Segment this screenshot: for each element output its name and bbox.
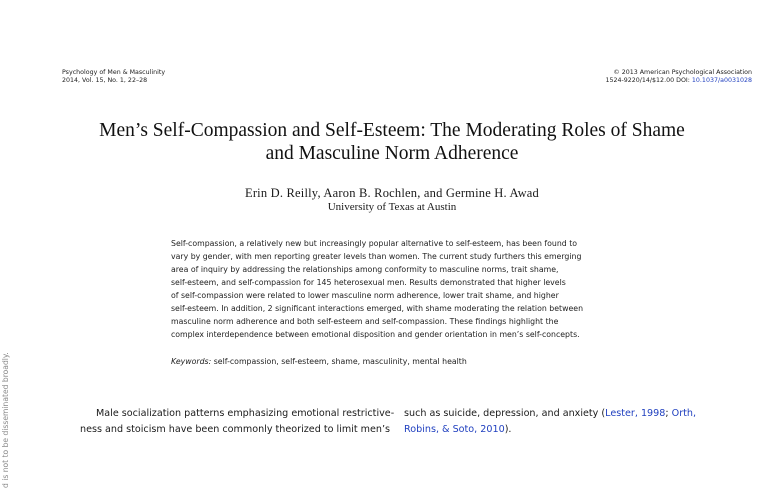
- citation-separator: ;: [665, 408, 672, 419]
- abstract-line: self-esteem. In addition, 2 significant interactions emerged, with shame moderating the relation between: [171, 304, 584, 313]
- citation-link[interactable]: Orth,: [671, 408, 697, 419]
- abstract-line: masculine norm adherence and both self-esteem and self-compassion. These findings highlight the: [171, 317, 559, 326]
- authors: Erin D. Reilly, Aaron B. Rochlen, and Germine H. Awad: [244, 186, 539, 200]
- abstract: [171, 237, 613, 341]
- abstract-line: self-esteem, and self-compassion for 145 heterosexual men. Results demonstrated that higher levels: [171, 278, 566, 287]
- affiliation: University of Texas at Austin: [327, 201, 457, 213]
- article-title: [20, 119, 764, 165]
- keywords-label: Keywords:: [171, 357, 212, 366]
- abstract-line: Self-compassion, a relatively new but increasingly popular alternative to self-esteem, has been found to: [171, 239, 578, 248]
- abstract-line: of self-compassion were related to lower masculine norm adherence, lower trait shame, and higher: [171, 291, 559, 300]
- doi-label: DOI:: [676, 77, 690, 84]
- issn-doi-line: [605, 77, 752, 85]
- body-line: [404, 422, 696, 438]
- copyright-side-notice: [0, 206, 27, 488]
- abstract-line: complex interdependence between emotional disposition and gender orientation in men’s self-concepts.: [171, 330, 580, 339]
- doi-link[interactable]: 10.1037/a0031028: [691, 77, 752, 84]
- title-line-2: and Masculine Norm Adherence: [265, 143, 519, 164]
- abstract-line: area of inquiry by addressing the relationships among conformity to masculine norms, trait shame,: [171, 265, 559, 274]
- body-column-left: [80, 406, 394, 438]
- keywords: [171, 357, 467, 367]
- body-column-right: [404, 406, 696, 438]
- body-line: ness and stoicism have been commonly theorized to limit men’s: [80, 424, 391, 435]
- keywords-text: self-compassion, self-esteem, shame, masculinity, mental health: [213, 357, 467, 366]
- issn: 1524-9220/14/$12.00: [605, 77, 675, 84]
- abstract-line: vary by gender, with men reporting greater levels than women. The current study furthers this emerging: [171, 252, 582, 261]
- journal-header: [62, 69, 165, 85]
- body-line: Male socialization patterns emphasizing emotional restrictive-: [96, 408, 395, 419]
- body-line: [404, 406, 696, 422]
- title-line-1: Men’s Self-Compassion and Self-Esteem: The Moderating Roles of Shame: [99, 120, 685, 141]
- body-text-segment: such as suicide, depression, and anxiety (: [404, 408, 606, 419]
- copyright-text: © 2013 American Psychological Association: [613, 69, 752, 76]
- side-notice-line: d is not to be disseminated broadly.: [1, 352, 10, 488]
- body-text-segment: ).: [504, 424, 512, 435]
- citation-link[interactable]: Robins, & Soto, 2010: [404, 424, 505, 435]
- journal-name: Psychology of Men & Masculinity: [62, 69, 166, 76]
- citation-link[interactable]: Lester, 1998: [605, 408, 666, 419]
- issue-info: 2014, Vol. 15, No. 1, 22–28: [62, 77, 148, 84]
- copyright-header: [605, 69, 752, 85]
